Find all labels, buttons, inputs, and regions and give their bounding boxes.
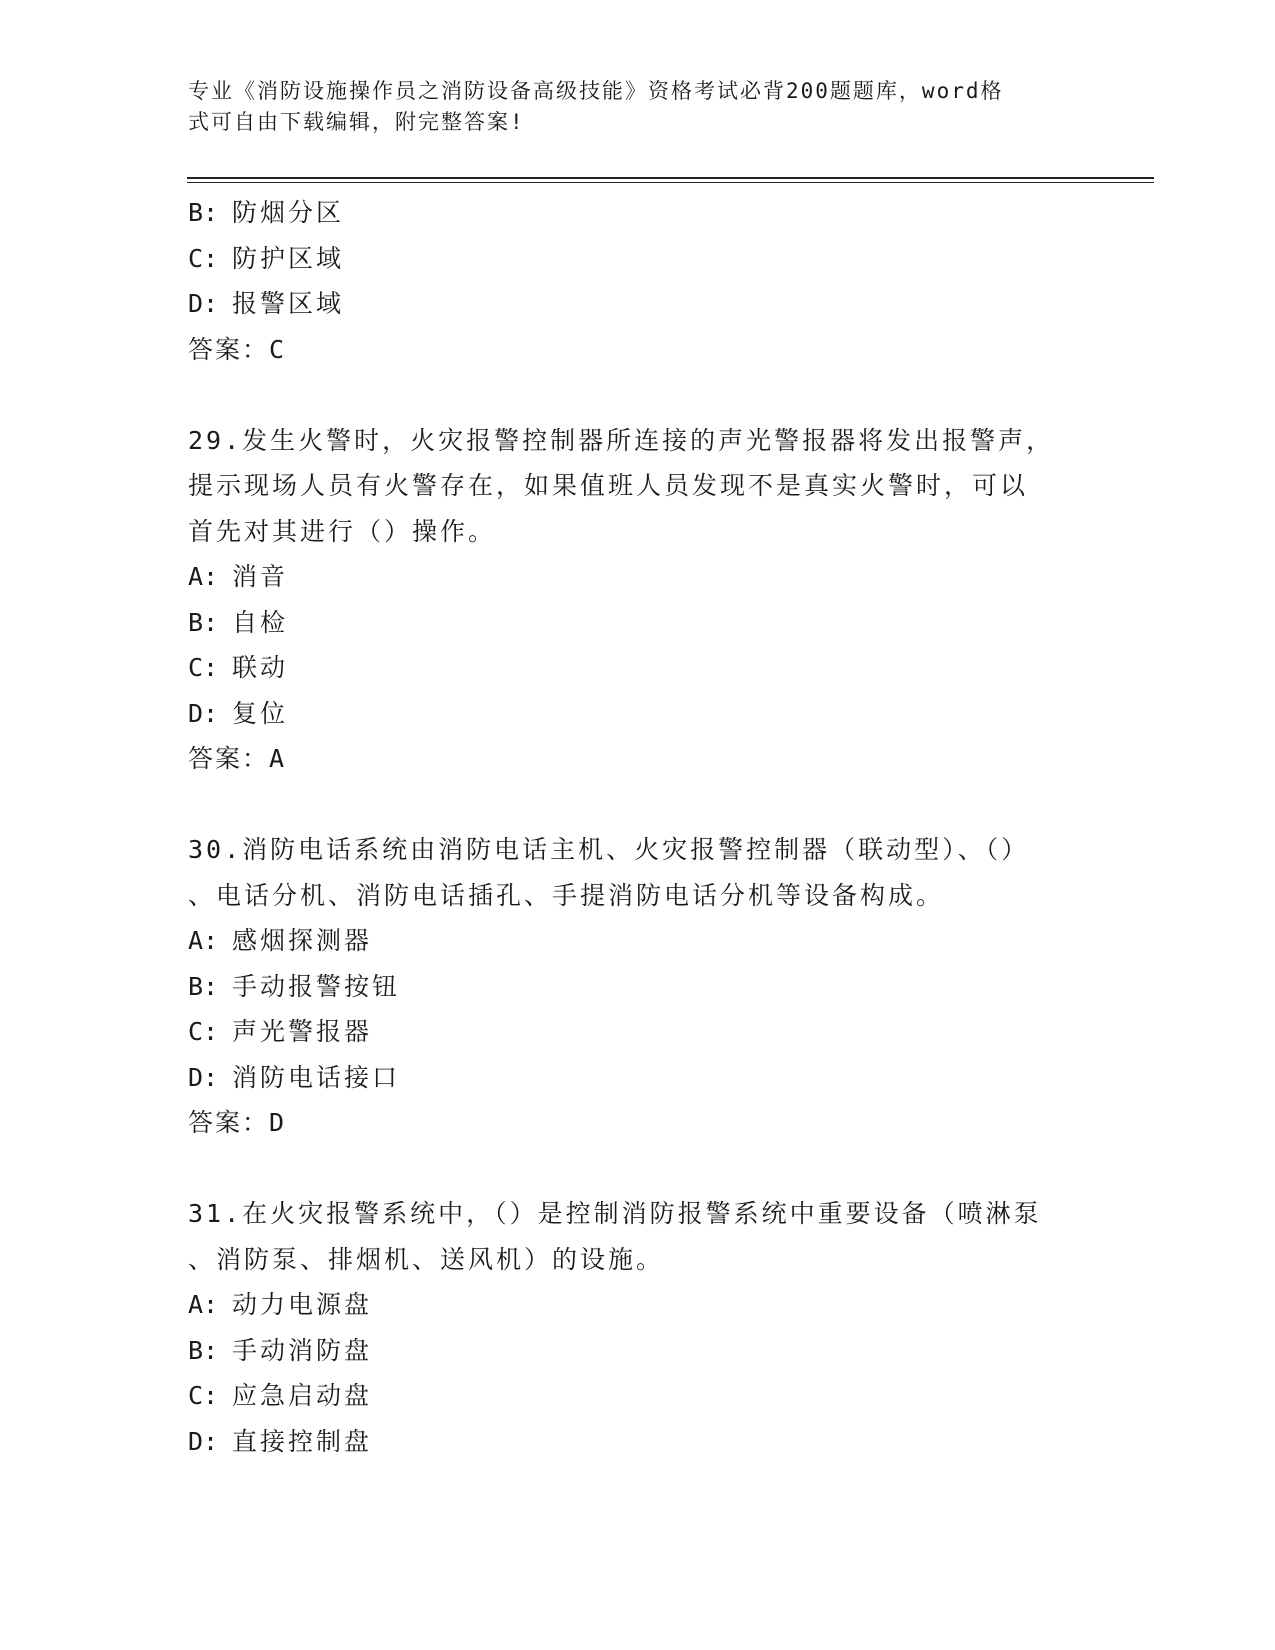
option-label: C:	[188, 653, 219, 682]
question-text-line: 首先对其进行（）操作。	[188, 516, 497, 546]
option-c	[188, 1009, 1088, 1055]
option-label: A:	[188, 1290, 219, 1319]
header-divider-thin	[187, 182, 1154, 183]
option-text: 防烟分区	[232, 198, 345, 227]
option-text: 复位	[232, 698, 289, 728]
option-c	[188, 1373, 1088, 1419]
question-text-line: 30.消防电话系统由消防电话主机、火灾报警控制器（联动型）、（）	[188, 835, 1030, 864]
option-label: B:	[188, 607, 219, 637]
option-a	[188, 554, 1088, 600]
option-text: 手动报警按钮	[232, 971, 401, 1001]
answer-line: 答案：D	[188, 1108, 287, 1137]
option-text: 防护区域	[232, 243, 345, 273]
option-c	[188, 645, 1088, 691]
spacer	[188, 782, 1088, 828]
question-text-line: 31.在火灾报警系统中，（）是控制消防报警系统中重要设备（喷淋泵	[188, 1199, 1042, 1228]
header-title-line-2: 式可自由下载编辑，附完整答案!	[188, 110, 525, 134]
question-30	[188, 827, 1088, 1146]
option-b	[188, 600, 1088, 646]
page-header	[188, 76, 1068, 138]
question-29	[188, 418, 1088, 782]
header-title-line-1: 专业《消防设施操作员之消防设备高级技能》资格考试必背200题题库，word格	[188, 79, 1004, 103]
option-label: C:	[188, 243, 219, 273]
option-text: 消防电话接口	[232, 1062, 401, 1092]
option-text: 声光警报器	[232, 1017, 373, 1046]
question-text-line: 提示现场人员有火警存在，如果值班人员发现不是真实火警时，可以	[188, 471, 1029, 500]
option-text: 手动消防盘	[232, 1335, 373, 1365]
question-28-continued	[188, 190, 1088, 372]
option-text: 消音	[232, 562, 289, 591]
option-label: D:	[188, 1062, 219, 1092]
question-text-line: 、消防泵、排烟机、送风机）的设施。	[188, 1244, 665, 1274]
option-label: D:	[188, 1426, 219, 1456]
option-c	[188, 236, 1088, 282]
option-label: D:	[188, 289, 219, 318]
option-d	[188, 1055, 1088, 1101]
question-31	[188, 1191, 1088, 1464]
option-text: 应急启动盘	[232, 1381, 373, 1410]
option-text: 动力电源盘	[232, 1290, 373, 1319]
option-d	[188, 281, 1088, 327]
option-text: 自检	[232, 607, 289, 637]
option-label: C:	[188, 1017, 219, 1046]
option-text: 联动	[232, 653, 289, 682]
question-text-line: 、电话分机、消防电话插孔、手提消防电话分机等设备构成。	[188, 880, 945, 910]
option-text: 报警区域	[232, 289, 345, 318]
option-a	[188, 918, 1088, 964]
answer-line: 答案：A	[188, 744, 287, 773]
option-d	[188, 691, 1088, 737]
option-text: 直接控制盘	[232, 1426, 373, 1456]
option-label: C:	[188, 1381, 219, 1410]
spacer	[188, 372, 1088, 418]
option-label: A:	[188, 562, 219, 591]
option-text: 感烟探测器	[232, 926, 373, 955]
option-b	[188, 964, 1088, 1010]
header-divider-thick	[187, 177, 1154, 179]
option-label: A:	[188, 926, 219, 955]
option-d	[188, 1419, 1088, 1465]
option-label: B:	[188, 971, 219, 1001]
option-label: B:	[188, 198, 219, 227]
option-b	[188, 190, 1088, 236]
option-label: D:	[188, 698, 219, 728]
answer-line: 答案：C	[188, 334, 287, 364]
option-a	[188, 1282, 1088, 1328]
spacer	[188, 1146, 1088, 1192]
question-content	[188, 190, 1088, 1464]
option-b	[188, 1328, 1088, 1374]
option-label: B:	[188, 1335, 219, 1365]
question-text-line: 29.发生火警时，火灾报警控制器所连接的声光警报器将发出报警声，	[188, 425, 1055, 455]
